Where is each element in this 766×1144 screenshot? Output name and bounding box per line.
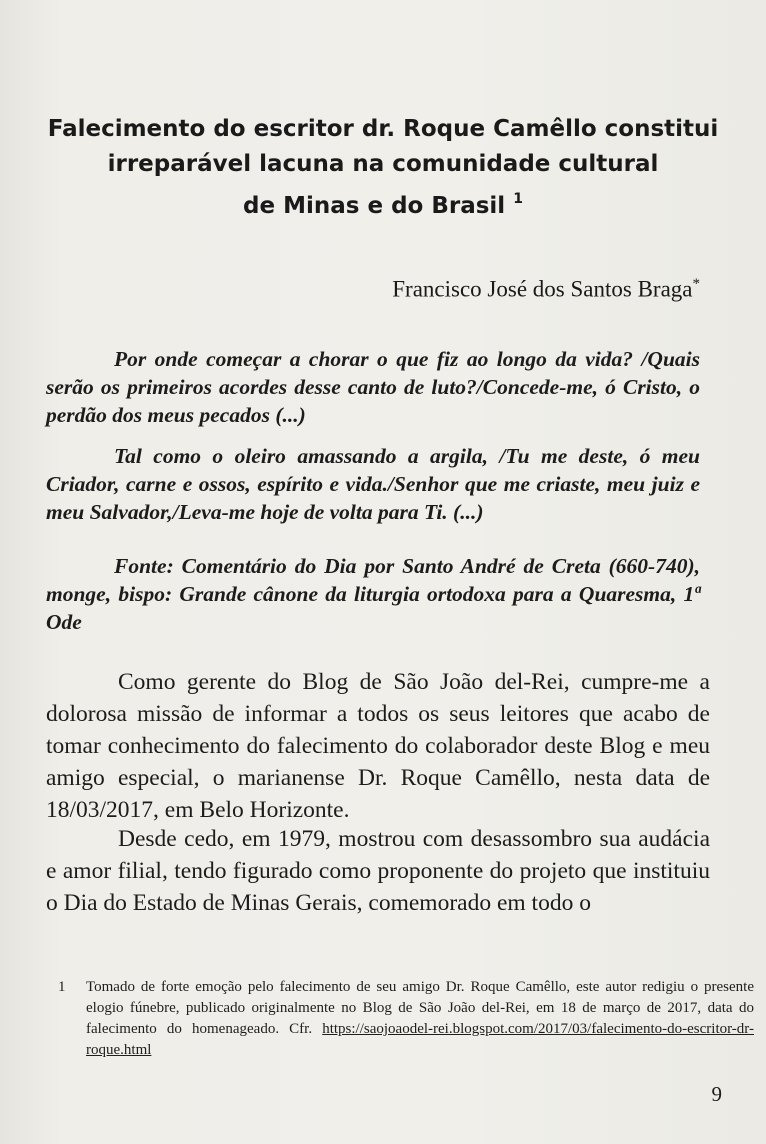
article-title [40,112,726,224]
epigraph-paragraph [46,442,700,526]
page-number: 9 [711,1082,722,1106]
epigraph-text: Por onde começar a chorar o que fiz ao longo da vida? /Quais serão os primeiros acordes desse canto de luto?/Concede-me, ó Cristo, o perdão dos meus pecados (...) [46,347,700,427]
epigraph-source-text: Fonte: Comentário do Dia por Santo André de Creta (660-740), monge, bispo: Grande cânone da liturgia ortodoxa para a Quaresma, 1ª Ode [46,554,700,634]
author-name: Francisco José dos Santos Braga [392,276,693,302]
footnote-link[interactable]: https://saojoaodel-rei.blogspot.com/2017/03/falecimento-do-escritor-dr-roque.html [86,1021,754,1058]
body-paragraph [46,666,710,826]
author-byline [392,276,700,303]
title-line-2: irreparável lacuna na comunidade cultural [107,151,659,177]
epigraph-text: Tal como o oleiro amassando a argila, /Tu me deste, ó meu Criador, carne e ossos, espírito e vida./Senhor que me criaste, meu juiz e meu Salvador,/Leva-me hoje de volta para Ti. (...) [46,444,700,524]
author-marker: * [692,276,700,292]
footnote [48,977,754,1061]
title-line-1: Falecimento do escritor dr. Roque Camêllo constitui [47,116,719,142]
body-text: Como gerente do Blog de São João del-Rei, cumpre-me a dolorosa missão de informar a todos os seus leitores que acabo de tomar conhecimento do falecimento do colaborador deste Blog e meu amigo especial, o marianense Dr. Roque Camêllo, nesta data de 18/03/2017, em Belo Horizonte. [46,669,710,823]
footnote-text: Tomado de forte emoção pelo falecimento de seu amigo Dr. Roque Camêllo, este autor redigiu o presente elogio fúnebre, publicado originalmente no Blog de São João del-Rei, em 18 de março de 2017, data do falecimento do homenageado. Cfr. [86,979,754,1037]
epigraph-source [46,552,700,636]
body-paragraph [46,823,710,919]
title-line-3 [40,182,726,224]
title-footnote-ref: 1 [513,191,523,207]
body-text: Desde cedo, em 1979, mostrou com desassombro sua audácia e amor filial, tendo figurado como proponente do projeto que instituiu o Dia do Estado de Minas Gerais, comemorado em todo o [46,826,710,916]
footnote-number: 1 [58,979,66,995]
title-line-3-text: de Minas e do Brasil [243,193,506,219]
epigraph-paragraph [46,345,700,429]
